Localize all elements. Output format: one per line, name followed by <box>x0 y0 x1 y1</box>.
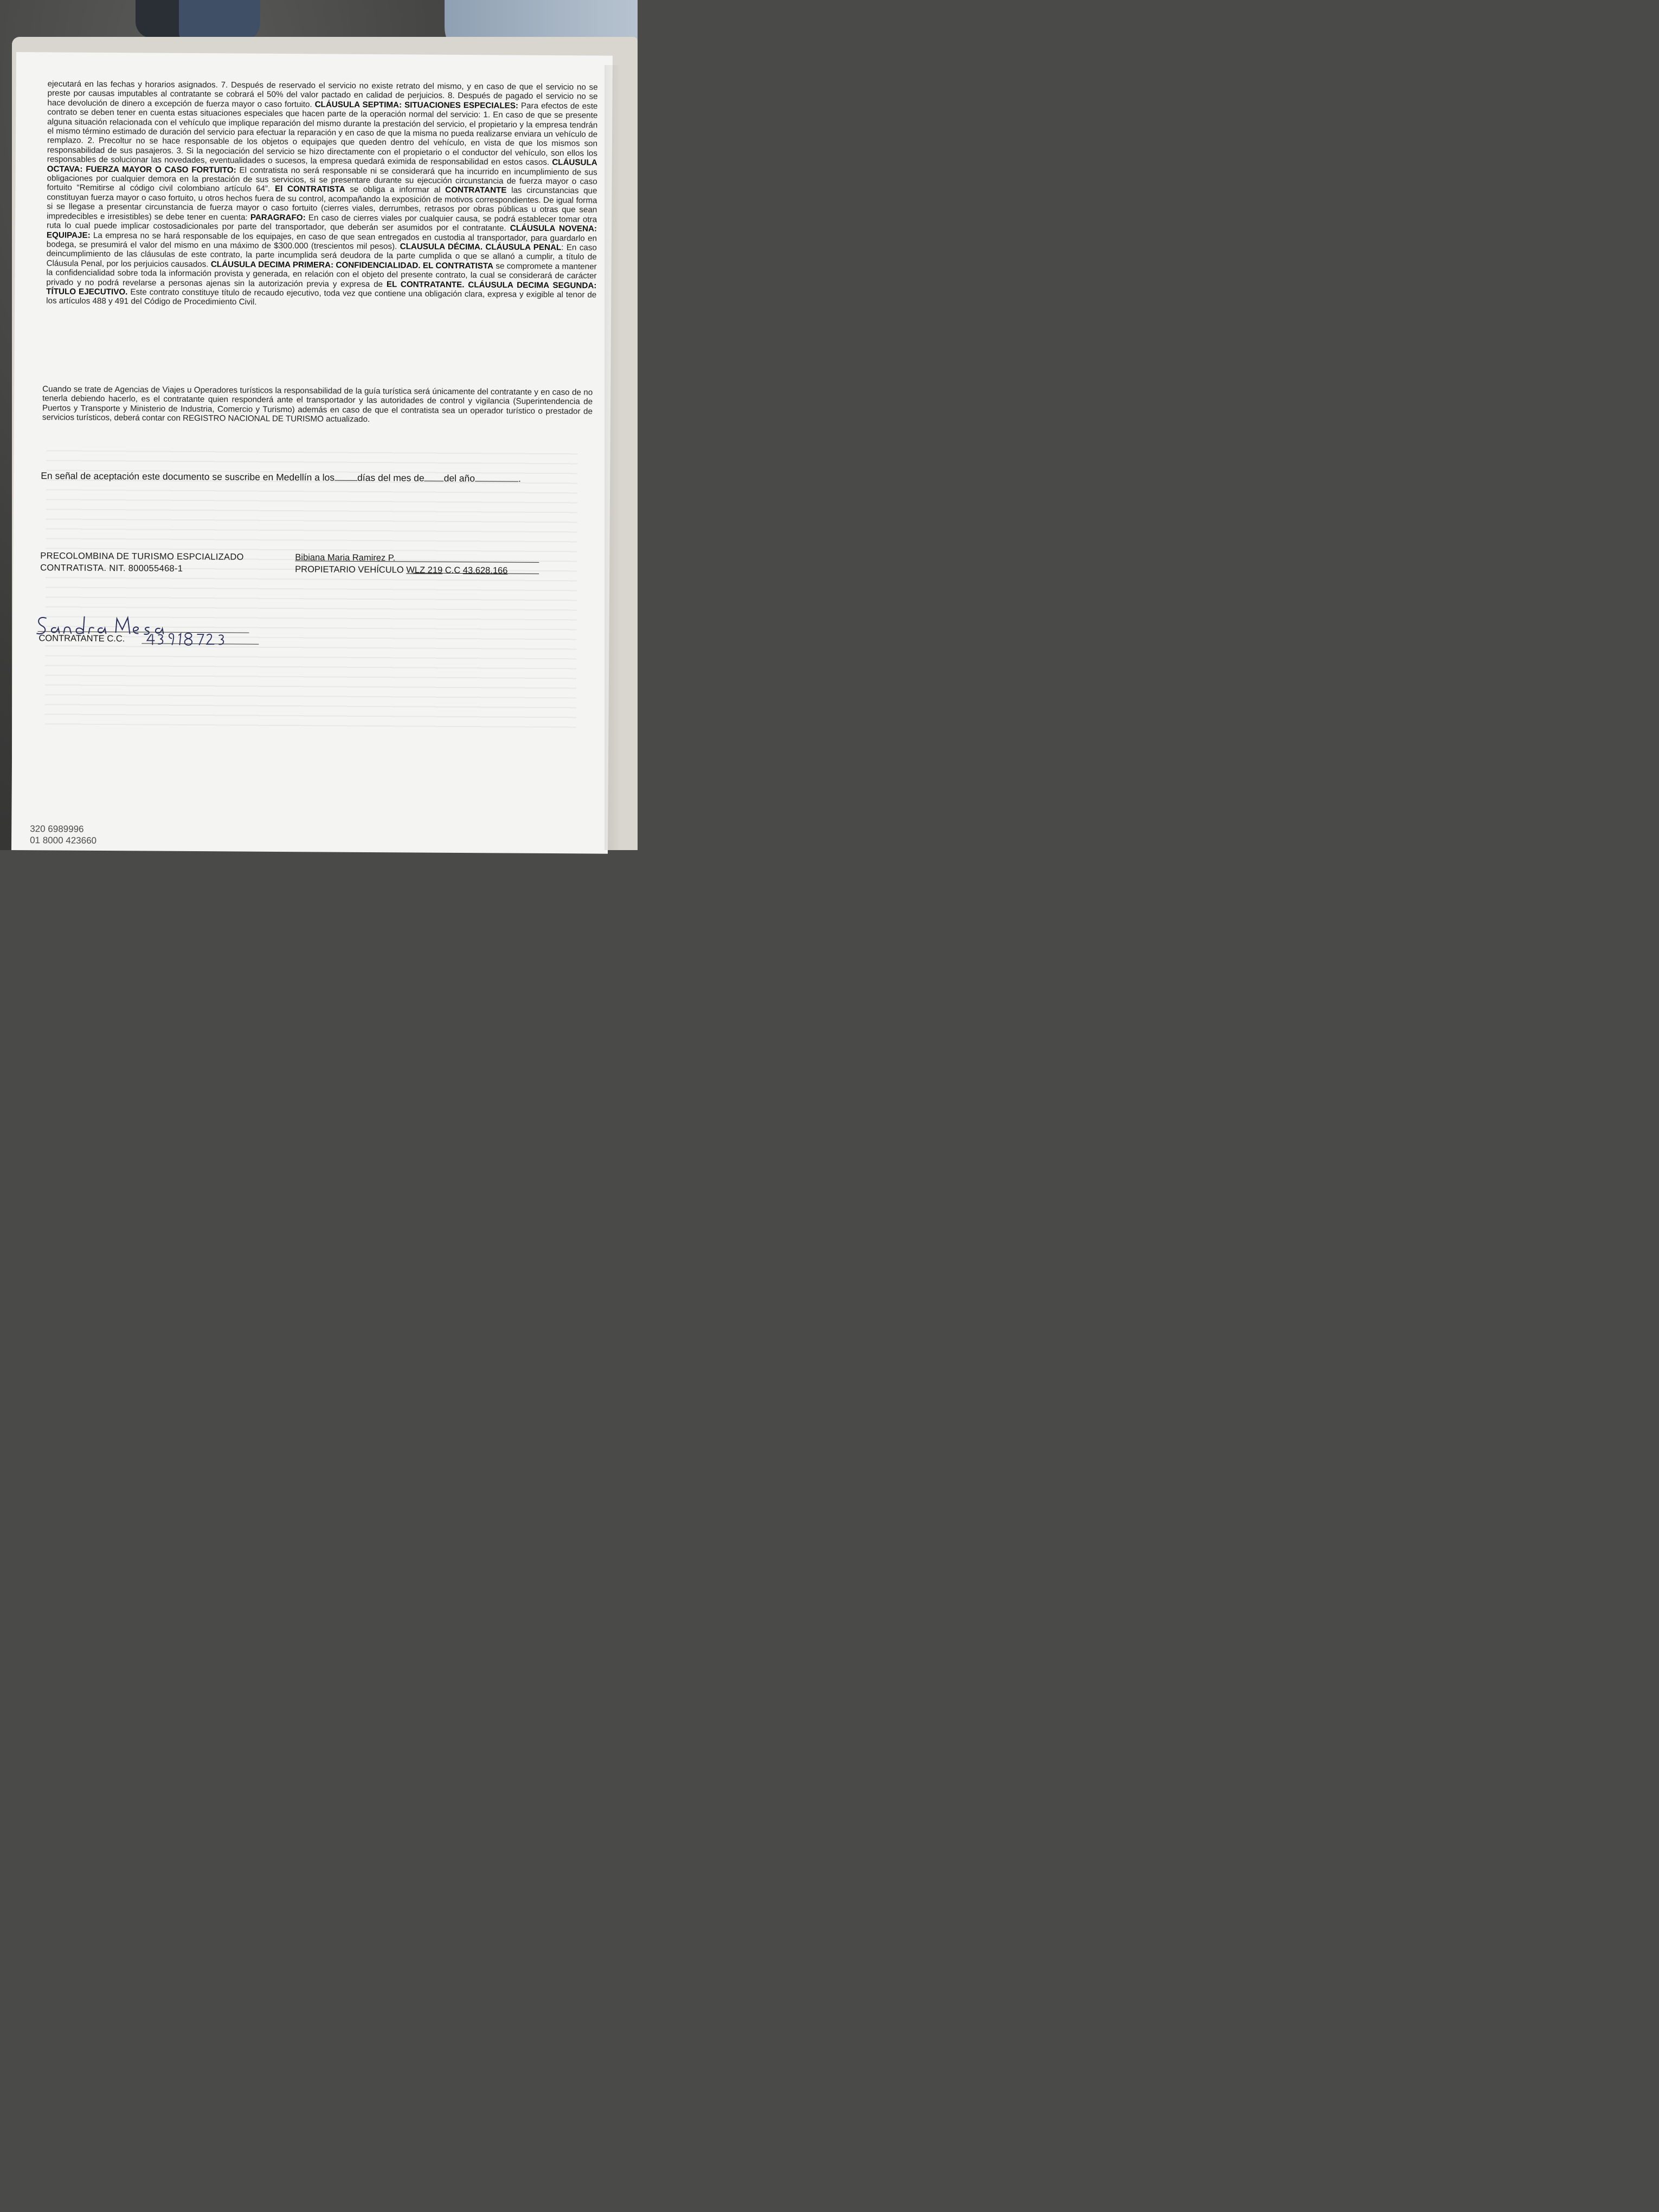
agencies-paragraph: Cuando se trate de Agencias de Viajes u Operadores turísticos la responsabilidad de la guía turística será únicamente del contratante y en caso de no tenerla debiendo hacerlo, es el contratante quien responderá ante el transportador y las autoridades de control y vigilancia (Superintendencia de Puertos y Transporte y Ministerio de Industria, Comercio y Turismo) además en caso de que el contratista sea un operador turístico o prestador de servicios turísticos, deberá contar con REGISTRO NACIONAL DE TURISMO actualizado. <box>42 384 593 425</box>
acceptance-end: . <box>518 473 521 484</box>
clause-text: Este contrato constituye título de recaudo ejecutivo, toda vez que contiene una obligación clara, expresa y exigible al tenor de los artículos 488 y 491 del Código de Procedimiento Civil. <box>46 287 597 307</box>
owner-details <box>295 563 507 576</box>
year-blank <box>475 472 518 481</box>
clause-heading-novena: CLÁUSULA NOVENA: EQUIPAJE: <box>46 223 597 240</box>
contratante-label: CONTRATANTE C.C. <box>38 633 125 644</box>
contratista-block <box>40 550 244 575</box>
clause-heading-decima: CLAUSULA DÉCIMA. CLÁUSULA PENAL <box>400 242 562 253</box>
show-through-text <box>44 442 577 728</box>
phone-numbers <box>30 823 97 846</box>
acceptance-text: días del mes de <box>357 472 425 484</box>
owner-name: Bibiana Maria Ramirez P. <box>295 552 396 563</box>
clause-heading-octava: CLÁUSULA OCTAVA: FUERZA MAYOR O CASO FORTUITO: <box>47 158 597 175</box>
clause-heading-decima-segunda: EL CONTRATANTE. CLÁUSULA DECIMA SEGUNDA: TÍTULO EJECUTIVO. <box>46 279 597 297</box>
clause-text: En caso de cierres viales por cualquier causa, se podrá establecer tomar otra ruta lo cual puede implicar costosadicionales por parte del transportador, que deberán ser asumidos por el contratante. <box>46 213 597 233</box>
paper-edge-shadow <box>605 65 621 850</box>
acceptance-text: En señal de aceptación este documento se suscribe en Medellín a los <box>41 470 335 483</box>
owner-cc: 43.628.166 <box>462 565 508 576</box>
clause-text: se compromete a mantener la confidencialidad sobre toda la información provista y generada, en relación con el objeto del presente contrato, la cual se considerará de carácter privado y no podrá revelarse a personas ajenas sin la autorización previa y expresa de <box>46 261 597 289</box>
owner-block <box>295 551 507 576</box>
cc-label: C.C <box>442 565 463 576</box>
clause-heading-decima-primera: CLÁUSULA DECIMA PRIMERA: CONFIDENCIALIDAD. EL CONTRATISTA <box>210 259 494 271</box>
bold-contratista: El CONTRATISTA <box>274 184 345 195</box>
clause-text: : En caso deincumplimiento de las cláusulas de este contrato, la parte incumplida será deudora de la parte cumplida o que se allanó a cumplir, a título de Cláusula Penal, por los perjuicios causados. <box>46 243 597 269</box>
clause-text: El contratista no será responsable ni se considerará que ha incurrido en incumplimiento de sus obligaciones por cualquier demora en la prestación de sus servicios, si se presentare durante su ejecución circunstancia de fuerza mayor o caso fortuito “Remitirse al código civil colombiano artículo 64”. <box>47 165 597 194</box>
clause-text: las circunstancias que constituyan fuerza mayor o caso fortuito, u otros hechos fuera de su control, acompañando la exposición de motivos correspondientes. De igual forma si se llegase a presentar circunstancia de fuerza mayor o caso fortuito (cierres viales, derrumbes, retrasos por obras públicas u otras que sean impredecibles e irresistibles) se debe tener en cuenta: <box>47 185 597 222</box>
month-blank <box>425 472 444 481</box>
clause-heading-septima: CLÁUSULA SEPTIMA: SITUACIONES ESPECIALES: <box>314 100 519 111</box>
vehicle-plate: WLZ 219 <box>406 565 443 575</box>
contratista-company: PRECOLOMBINA DE TURISMO ESPCIALIZADO <box>40 551 244 562</box>
owner-label: PROPIETARIO VEHÍCULO <box>295 564 407 575</box>
clause-heading-paragrafo: PARAGRAFO: <box>250 213 306 222</box>
clause-text: ejecutará en las fechas y horarios asignados. 7. Después de reservado el servicio no existe retrato del mismo, y en caso de que el servicio no se preste por causas imputables al contratante se cobrará el 50% del valor pactado en calidad de perjuicios. 8. Después de pagado el servicio no se hace devolución de dinero a excepción de fuerza mayor o caso fortuito. <box>47 79 598 110</box>
clause-text: La empresa no se hará responsable de los equipajes, en caso de que sean entregados en custodia al transportador, para guardarlo en bodega, se presumirá el valor del mismo en una máximo de $300.000 (trescientos mil pesos). <box>46 230 597 252</box>
contract-clauses <box>46 79 598 309</box>
contract-page <box>11 52 613 854</box>
phone-number: 320 6989996 <box>30 824 84 834</box>
clause-text: se obliga a informar al <box>345 185 446 195</box>
clause-text: Para efectos de este contrato se deben tener en cuenta estas situaciones especiales que hacen parte de la operación normal del servicio: 1. En caso de que se presente alguna situación relacionada con el vehículo que implique reparación del mismo durante la prestación del servicio, el propietario y la empresa tendrán el mismo término estimado de duración del servicio para efectuar la reparación y en caso de que la misma no pueda realizarse enviara un vehículo de remplazo. 2. Precoltur no se hace responsable de los objetos o equipajes que queden dentro del vehículo, en vista de que los mismos son responsabilidad de sus pasajeros. 3. Si la negociación del servicio se hizo directamente con el propietario o el conductor del vehículo, son ellos los responsables de solucionar las novedades, eventualidades o sucesos, la empresa quedará eximida de responsabilidad en estos casos. <box>47 101 598 168</box>
contratista-nit: CONTRATISTA. NIT. 800055468-1 <box>40 563 183 574</box>
acceptance-text: del año <box>443 472 475 484</box>
contratante-cc-handwritten <box>145 632 232 646</box>
bold-contratante: CONTRATANTE <box>445 185 507 195</box>
day-blank <box>335 472 357 481</box>
phone-number: 01 8000 423660 <box>30 835 97 846</box>
